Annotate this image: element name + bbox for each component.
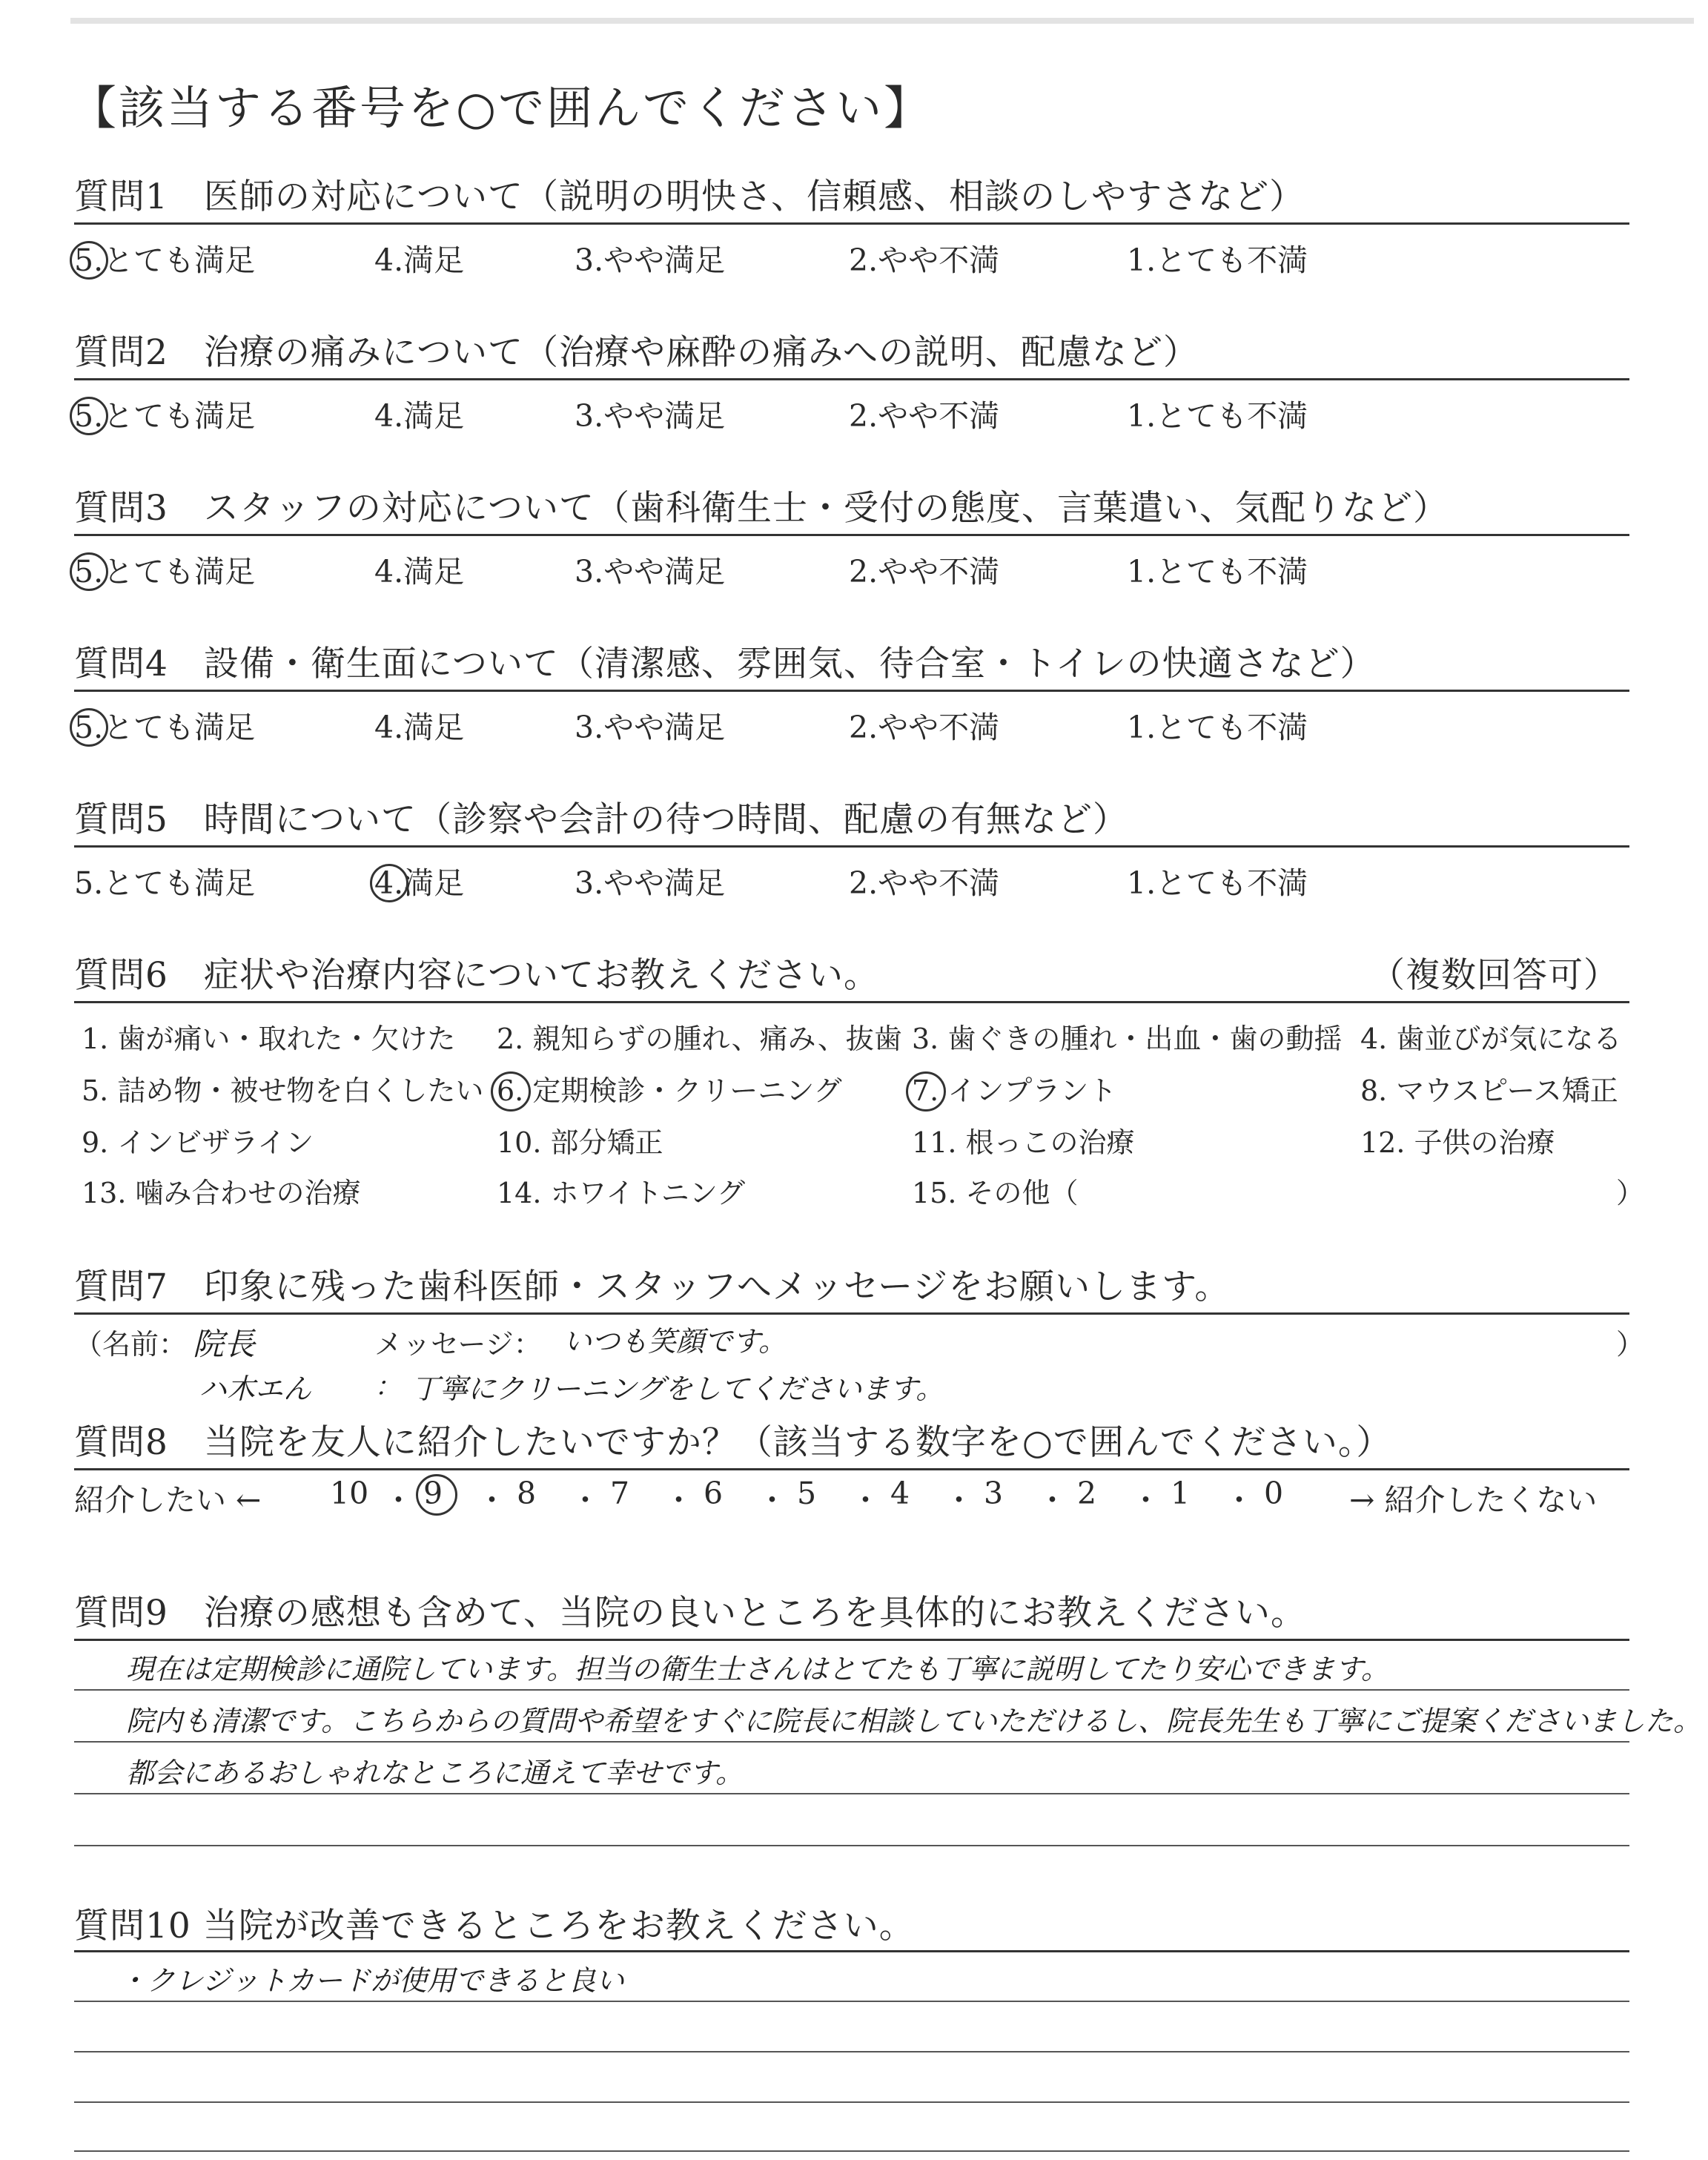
q6-rule	[74, 1001, 1629, 1003]
q6-item-3[interactable]	[912, 1016, 1342, 1057]
option-number: 2.	[849, 710, 878, 745]
q6-item-6[interactable]	[497, 1068, 842, 1109]
q7-message-label: メッセージ：	[374, 1328, 542, 1361]
q5-title: 質問5 時間について（診察や会計の待つ時間、配慮の有無など）	[74, 799, 1128, 840]
scale-separator: ・	[477, 1482, 507, 1518]
q7-title: 質問7 印象に残った歯科医師・スタッフへメッセージをお願いします。	[74, 1266, 1231, 1307]
q9-line-2: 院内も清潔です。こちらからの質問や希望をすぐに院長に相談していただけるし、院長先生も丁寧にご提案くださいました。	[126, 1705, 1701, 1737]
option-label: 満足	[403, 710, 465, 745]
scale-separator: ・	[944, 1482, 974, 1518]
option-label: やや満足	[603, 710, 726, 745]
item-label: 子供の治療	[1405, 1126, 1555, 1159]
q9-line-1: 現在は定期検診に通院しています。担当の衛生士さんはとてたも丁寧に説明してたり安心できます。	[126, 1653, 1389, 1685]
option-label: 満足	[403, 554, 465, 589]
q6-item-7[interactable]	[912, 1068, 1116, 1109]
item-number: 1.	[82, 1023, 109, 1055]
option-label: とても満足	[103, 398, 256, 434]
option-label: とても不満	[1156, 710, 1308, 745]
q6-item-8[interactable]	[1360, 1068, 1618, 1109]
option-number: 4.	[374, 242, 404, 278]
q3-option-1[interactable]	[1127, 547, 1308, 591]
option-number: 2.	[849, 554, 878, 589]
q3-option-2[interactable]	[849, 547, 999, 591]
q6-item-12[interactable]	[1360, 1120, 1555, 1160]
q8-scale	[74, 1476, 1631, 1520]
q6-item-5[interactable]	[82, 1068, 483, 1109]
scale-number: 9	[423, 1476, 443, 1511]
option-label: とても不満	[1156, 554, 1308, 589]
option-label: とても満足	[103, 710, 256, 745]
scale-number: 6	[704, 1476, 724, 1511]
item-label: インプラント	[939, 1074, 1117, 1107]
q6-item-15[interactable]	[912, 1170, 1079, 1211]
q7-name-2: ハ木エん	[199, 1373, 312, 1405]
q4-rule	[74, 690, 1629, 692]
q7-close: ）	[1616, 1328, 1645, 1361]
q2-option-2[interactable]	[849, 392, 999, 435]
scale-number: 1	[1171, 1476, 1191, 1511]
scale-separator: ・	[1224, 1482, 1254, 1518]
q7-message-2: 丁寧にクリーニングをしてくださいます。	[411, 1373, 944, 1405]
option-number: 4.	[374, 554, 404, 589]
option-number: 1.	[1127, 242, 1156, 278]
item-number: 3.	[912, 1023, 939, 1055]
q2-option-4[interactable]	[374, 392, 464, 435]
item-label: インビザライン	[108, 1126, 314, 1159]
option-label: やや不満	[878, 865, 1000, 901]
option-number: 3.	[575, 554, 604, 589]
option-label: やや満足	[603, 865, 726, 901]
option-number: 3.	[575, 865, 604, 901]
item-number: 5.	[82, 1074, 109, 1107]
q3-options	[74, 547, 1631, 592]
scale-separator: ・	[1037, 1482, 1068, 1518]
q7-name-1: 院長	[193, 1326, 256, 1362]
option-label: やや不満	[878, 398, 1000, 434]
q6-note: （複数回答可）	[1370, 955, 1619, 996]
option-number: 3.	[575, 710, 604, 745]
q6-item-2[interactable]	[497, 1016, 902, 1057]
q10-write-line	[74, 2150, 1629, 2152]
item-number: 8.	[1360, 1074, 1388, 1107]
q1-option-1[interactable]	[1127, 236, 1308, 280]
scale-separator: ・	[570, 1482, 600, 1518]
survey-title: 【該当する番号を○で囲んでください】	[70, 81, 933, 135]
option-label: 満足	[403, 398, 465, 434]
item-label: 定期検診・クリーニング	[523, 1074, 842, 1107]
option-number: 2.	[849, 242, 878, 278]
q8-left-label: 紹介したい ←	[74, 1482, 262, 1518]
option-number: 1.	[1127, 710, 1156, 745]
q1-rule	[74, 222, 1629, 225]
q2-rule	[74, 378, 1629, 380]
q1-title: 質問1 医師の対応について（説明の明快さ、信頼感、相談のしやすさなど）	[74, 176, 1305, 217]
q4-option-4[interactable]	[374, 703, 464, 747]
item-label: 部分矯正	[541, 1126, 663, 1159]
option-label: とても満足	[103, 554, 256, 589]
q9-line-3: 都会にあるおしゃれなところに通えて幸せです。	[126, 1757, 744, 1789]
q5-option-2[interactable]	[849, 859, 999, 902]
item-label: その他（	[956, 1177, 1079, 1209]
item-label: 詰め物・被せ物を白くしたい	[108, 1074, 484, 1107]
q2-option-1[interactable]	[1127, 392, 1308, 435]
q6-item-10[interactable]	[497, 1120, 663, 1160]
option-label: 満足	[403, 242, 465, 278]
option-number: 5.	[74, 242, 104, 278]
option-number: 5.	[74, 554, 104, 589]
scale-number: 5	[797, 1476, 817, 1511]
q7-rule	[74, 1312, 1629, 1315]
scale-number: 3	[984, 1476, 1004, 1511]
option-label: とても不満	[1156, 398, 1308, 434]
item-label: 歯が痛い・取れた・欠けた	[108, 1023, 456, 1055]
q6-item-11[interactable]	[912, 1120, 1135, 1160]
option-number: 4.	[374, 865, 404, 901]
scale-separator: ・	[663, 1482, 694, 1518]
q8-right-label: → 紹介したくない	[1349, 1482, 1598, 1518]
item-number: 9.	[82, 1126, 109, 1159]
option-number: 4.	[374, 710, 404, 745]
q9-title: 質問9 治療の感想も含めて、当院の良いところを具体的にお教えください。	[74, 1593, 1306, 1634]
q10-line-1: ・クレジットカードが使用できると良い	[119, 1964, 624, 1997]
q5-option-5[interactable]	[74, 859, 255, 902]
scale-number: 8	[517, 1476, 537, 1511]
q5-option-3[interactable]	[575, 859, 725, 902]
q7-message-1: いつも笑顔です。	[563, 1325, 787, 1358]
q4-title: 質問4 設備・衛生面について（清潔感、雰囲気、待合室・トイレの快適さなど）	[74, 644, 1376, 684]
q6-title: 質問6 症状や治療内容についてお教えください。	[74, 955, 879, 996]
option-label: やや満足	[603, 398, 726, 434]
item-number: 4.	[1360, 1023, 1388, 1055]
scale-number: 7	[610, 1476, 630, 1511]
option-label: やや不満	[878, 710, 1000, 745]
q8-scale-9[interactable]	[423, 1476, 443, 1511]
q2-options	[74, 392, 1631, 436]
q5-options	[74, 859, 1631, 903]
q3-rule	[74, 534, 1629, 536]
option-label: やや満足	[603, 554, 726, 589]
option-number: 1.	[1127, 398, 1156, 434]
option-number: 5.	[74, 710, 104, 745]
option-label: やや不満	[878, 242, 1000, 278]
item-number: 15.	[912, 1177, 957, 1209]
q6-item-1[interactable]	[82, 1016, 455, 1057]
q8-title: 質問8 当院を友人に紹介したいですか？（該当する数字を○で囲んでください。）	[74, 1422, 1392, 1463]
q1-options	[74, 236, 1631, 280]
q10-write-line	[74, 2051, 1629, 2052]
option-number: 4.	[374, 398, 404, 434]
q5-option-1[interactable]	[1127, 859, 1308, 902]
scale-number: 4	[890, 1476, 910, 1511]
q5-option-4[interactable]	[374, 859, 464, 902]
scale-separator: ・	[757, 1482, 787, 1518]
q3-option-3[interactable]	[575, 547, 725, 591]
q4-option-2[interactable]	[849, 703, 999, 747]
q3-option-4[interactable]	[374, 547, 464, 591]
item-label: 根っこの治療	[956, 1126, 1135, 1159]
option-number: 3.	[575, 398, 604, 434]
option-number: 2.	[849, 865, 878, 901]
q1-option-5[interactable]	[74, 236, 255, 280]
q10-write-line	[74, 2001, 1629, 2002]
item-label: 歯並びが気になる	[1387, 1023, 1622, 1055]
scale-number: 2	[1077, 1476, 1097, 1511]
q8-rule	[74, 1468, 1629, 1470]
scale-separator: ・	[1131, 1482, 1161, 1518]
item-number: 11.	[912, 1126, 957, 1159]
option-label: 満足	[403, 865, 465, 901]
q1-option-2[interactable]	[849, 236, 999, 280]
q4-option-1[interactable]	[1127, 703, 1308, 747]
option-number: 1.	[1127, 554, 1156, 589]
q5-rule	[74, 845, 1629, 848]
q9-rule	[74, 1639, 1629, 1641]
q4-options	[74, 703, 1631, 747]
q7-name-label: （名前：	[74, 1328, 188, 1361]
scale-number: 0	[1264, 1476, 1284, 1511]
scale-separator: ・	[383, 1482, 414, 1518]
q9-write-line	[74, 1741, 1629, 1743]
option-number: 5.	[74, 398, 104, 434]
item-number: 10.	[497, 1126, 542, 1159]
item-number: 12.	[1360, 1126, 1406, 1159]
top-border	[70, 18, 1694, 24]
q6-other-close: ）	[1616, 1177, 1645, 1209]
q6-item-4[interactable]	[1360, 1016, 1621, 1057]
item-label: 歯ぐきの腫れ・出血・歯の動揺	[939, 1023, 1343, 1055]
q4-option-3[interactable]	[575, 703, 725, 747]
item-number: 6.	[497, 1074, 524, 1107]
scale-separator: ・	[850, 1482, 881, 1518]
q9-write-line	[74, 1689, 1629, 1691]
item-label: マウスピース矯正	[1387, 1074, 1618, 1107]
item-number: 7.	[912, 1074, 939, 1107]
q10-rule	[74, 1950, 1629, 1952]
option-label: とても不満	[1156, 242, 1308, 278]
option-number: 1.	[1127, 865, 1156, 901]
q10-write-line	[74, 2101, 1629, 2103]
item-label: ホワイトニング	[541, 1177, 746, 1209]
q2-option-3[interactable]	[575, 392, 725, 435]
item-label: 噛み合わせの治療	[126, 1177, 361, 1209]
q1-option-3[interactable]	[575, 236, 725, 280]
option-label: やや不満	[878, 554, 1000, 589]
q6-item-13[interactable]	[82, 1170, 361, 1211]
option-number: 3.	[575, 242, 604, 278]
q1-option-4[interactable]	[374, 236, 464, 280]
option-number: 2.	[849, 398, 878, 434]
option-label: とても不満	[1156, 865, 1308, 901]
q4-option-5[interactable]	[74, 703, 255, 747]
q7-colon-2: ：	[374, 1372, 402, 1402]
q2-option-5[interactable]	[74, 392, 255, 435]
item-number: 13.	[82, 1177, 127, 1209]
q6-item-14[interactable]	[497, 1170, 745, 1211]
item-label: 親知らずの腫れ、痛み、抜歯	[523, 1023, 902, 1055]
option-label: とても満足	[103, 865, 256, 901]
scale-number: 10	[330, 1476, 369, 1511]
q10-title: 質問10 当院が改善できるところをお教えください。	[74, 1906, 915, 1946]
q9-write-line	[74, 1793, 1629, 1794]
option-number: 5.	[74, 865, 104, 901]
option-label: やや満足	[603, 242, 726, 278]
item-number: 14.	[497, 1177, 542, 1209]
q3-option-5[interactable]	[74, 547, 255, 591]
item-number: 2.	[497, 1023, 524, 1055]
q9-write-line	[74, 1845, 1629, 1846]
option-label: とても満足	[103, 242, 256, 278]
q6-item-9[interactable]	[82, 1120, 314, 1160]
q2-title: 質問2 治療の痛みについて（治療や麻酔の痛みへの説明、配慮など）	[74, 332, 1199, 373]
q3-title: 質問3 スタッフの対応について（歯科衛生士・受付の態度、言葉遣い、気配りなど）	[74, 488, 1449, 529]
